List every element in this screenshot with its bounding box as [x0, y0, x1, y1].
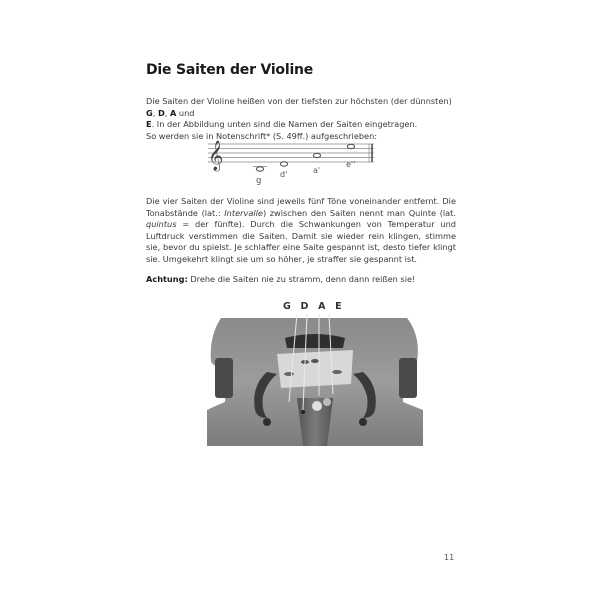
warning-label: Achtung: [146, 274, 188, 284]
treble-clef-icon [208, 140, 223, 172]
violin-bridge-photo [207, 314, 423, 446]
body-text-3: = der fünfte). Durch die Schwankungen von Temperatur und Luftdruck verstimmen die Saiten. Damit sie wieder rein klingen, stimme sie, bevor du spielst. Je schlaffer eine Saite gespannt ist, desto tiefer klingt sie. Umgekehrt klingt sie um so höher, je straffer sie gespannt ist. [146, 219, 456, 264]
body-text-2: ) zwischen den Saiten nennt man Quinte (lat. [262, 207, 456, 218]
note-label-e: e'' [346, 160, 356, 169]
warning-text: Drehe die Saiten nie zu stramm, denn dann reißen sie! [187, 274, 416, 284]
page-title: Die Saiten der Violine [146, 62, 314, 78]
page-number: 11 [444, 553, 455, 562]
string-e: E [146, 119, 152, 130]
separator: , [152, 107, 158, 118]
intro-text-2: . In der Abbildung unten sind die Namen der Saiten eingetragen. [151, 119, 418, 130]
conjunction: und [176, 107, 195, 118]
intro-text-3: So werden sie in Notenschrift* (S. 49ff.) aufgeschrieben: [146, 130, 378, 141]
string-a: A [169, 107, 177, 118]
string-g: G [146, 107, 153, 118]
body-paragraph [146, 196, 456, 266]
note-label-g: g [256, 176, 262, 186]
svg-text:𝄞: 𝄞 [208, 141, 224, 171]
body-text-1: Die vier Saiten der Violine sind jeweils fünf Töne voneinander entfernt. Die Tonabstände (lat.: [146, 196, 456, 218]
note-label-d: d' [280, 170, 288, 179]
string-d: D [157, 107, 165, 118]
intro-text: Die Saiten der Violine heißen von der tiefsten zur höchsten (der dünnsten) [146, 96, 452, 106]
note-label-a: a' [313, 166, 321, 175]
term-quintus: quintus [146, 219, 177, 230]
term-intervalle: Intervalle [224, 207, 263, 218]
music-staff [200, 136, 380, 190]
warning-paragraph [146, 274, 456, 286]
figure-caption: G D A E [283, 301, 345, 312]
separator: , [164, 107, 170, 118]
